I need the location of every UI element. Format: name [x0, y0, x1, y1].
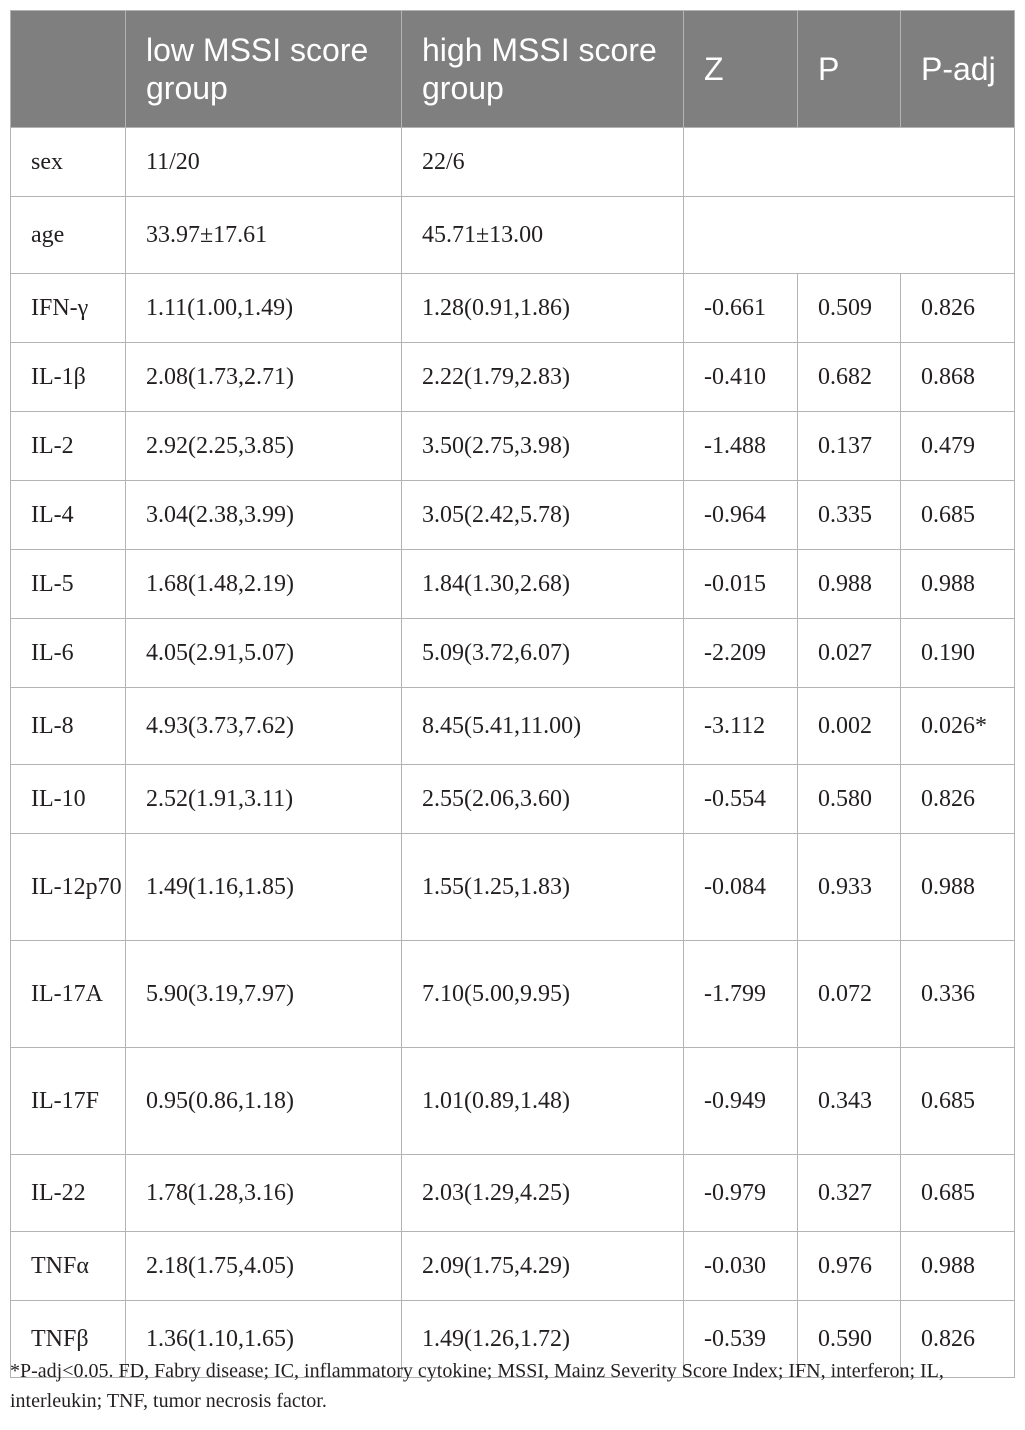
- table-row: [11, 343, 1015, 412]
- p-adj-value: 0.685: [901, 1048, 1015, 1155]
- low-group-value: 1.11(1.00,1.49): [126, 274, 402, 343]
- high-group-value: 1.55(1.25,1.83): [402, 834, 684, 941]
- low-group-value: 11/20: [126, 128, 402, 197]
- z-value: -0.964: [684, 481, 798, 550]
- p-adj-value: 0.685: [901, 481, 1015, 550]
- p-value: 0.137: [798, 412, 901, 481]
- z-value: -0.539: [684, 1301, 798, 1378]
- table-row: [11, 619, 1015, 688]
- high-group-value: 3.50(2.75,3.98): [402, 412, 684, 481]
- z-value: -3.112: [684, 688, 798, 765]
- p-adj-value: 0.826: [901, 765, 1015, 834]
- table-header-row: [11, 11, 1015, 128]
- z-value: -0.015: [684, 550, 798, 619]
- low-group-value: 1.78(1.28,3.16): [126, 1155, 402, 1232]
- z-value: -0.661: [684, 274, 798, 343]
- high-group-value: 22/6: [402, 128, 684, 197]
- z-value: -0.949: [684, 1048, 798, 1155]
- row-label: TNFα: [11, 1232, 126, 1301]
- p-value: 0.976: [798, 1232, 901, 1301]
- p-value: 0.933: [798, 834, 901, 941]
- row-label: sex: [11, 128, 126, 197]
- row-label: IL-4: [11, 481, 126, 550]
- row-label: IL-5: [11, 550, 126, 619]
- low-group-value: 4.93(3.73,7.62): [126, 688, 402, 765]
- p-value: 0.335: [798, 481, 901, 550]
- table-row: [11, 1232, 1015, 1301]
- low-group-value: 1.36(1.10,1.65): [126, 1301, 402, 1378]
- table-footnote: *P-adj<0.05. FD, Fabry disease; IC, inflammatory cytokine; MSSI, Mainz Severity Score Index; IFN, interferon; IL, interleukin; TNF, tumor necrosis factor.: [10, 1360, 944, 1412]
- table-row: [11, 481, 1015, 550]
- row-label: IL-6: [11, 619, 126, 688]
- cytokine-comparison-table: [10, 10, 1015, 1378]
- table-row: [11, 412, 1015, 481]
- low-group-value: 1.68(1.48,2.19): [126, 550, 402, 619]
- high-group-value: 2.22(1.79,2.83): [402, 343, 684, 412]
- row-label: IL-8: [11, 688, 126, 765]
- z-value: -1.799: [684, 941, 798, 1048]
- p-value: 0.988: [798, 550, 901, 619]
- row-label: TNFβ: [11, 1301, 126, 1378]
- high-group-value: 1.28(0.91,1.86): [402, 274, 684, 343]
- header-p: P: [798, 11, 901, 128]
- table-row: [11, 1155, 1015, 1232]
- row-label: IL-1β: [11, 343, 126, 412]
- low-group-value: 2.92(2.25,3.85): [126, 412, 402, 481]
- p-value: 0.682: [798, 343, 901, 412]
- table-row-age: [11, 197, 1015, 274]
- empty-stats-cell: [684, 128, 1015, 197]
- z-value: -0.410: [684, 343, 798, 412]
- p-adj-value: 0.826: [901, 1301, 1015, 1378]
- table-row: [11, 550, 1015, 619]
- low-group-value: 3.04(2.38,3.99): [126, 481, 402, 550]
- p-adj-value: 0.988: [901, 1232, 1015, 1301]
- high-group-value: 7.10(5.00,9.95): [402, 941, 684, 1048]
- z-value: -0.084: [684, 834, 798, 941]
- header-high-mssi: high MSSI score group: [402, 11, 684, 128]
- p-value: 0.327: [798, 1155, 901, 1232]
- low-group-value: 1.49(1.16,1.85): [126, 834, 402, 941]
- high-group-value: 2.09(1.75,4.29): [402, 1232, 684, 1301]
- row-label: IL-10: [11, 765, 126, 834]
- row-label: IL-17F: [11, 1048, 126, 1155]
- high-group-value: 3.05(2.42,5.78): [402, 481, 684, 550]
- high-group-value: 1.84(1.30,2.68): [402, 550, 684, 619]
- row-label: age: [11, 197, 126, 274]
- empty-stats-cell: [684, 197, 1015, 274]
- table-row: [11, 1048, 1015, 1155]
- header-p-adj: P-adj: [901, 11, 1015, 128]
- z-value: -0.030: [684, 1232, 798, 1301]
- low-group-value: 0.95(0.86,1.18): [126, 1048, 402, 1155]
- p-adj-value: 0.988: [901, 550, 1015, 619]
- p-adj-value: 0.988: [901, 834, 1015, 941]
- p-adj-value: 0.868: [901, 343, 1015, 412]
- high-group-value: 1.49(1.26,1.72): [402, 1301, 684, 1378]
- p-adj-value: 0.190: [901, 619, 1015, 688]
- z-value: -1.488: [684, 412, 798, 481]
- p-adj-value: 0.685: [901, 1155, 1015, 1232]
- p-value: 0.509: [798, 274, 901, 343]
- p-adj-value: 0.479: [901, 412, 1015, 481]
- table-row-sex: [11, 128, 1015, 197]
- table-row: [11, 274, 1015, 343]
- high-group-value: 45.71±13.00: [402, 197, 684, 274]
- row-label: IFN-γ: [11, 274, 126, 343]
- p-value: 0.002: [798, 688, 901, 765]
- p-value: 0.590: [798, 1301, 901, 1378]
- z-value: -0.554: [684, 765, 798, 834]
- table-row: [11, 834, 1015, 941]
- high-group-value: 2.03(1.29,4.25): [402, 1155, 684, 1232]
- high-group-value: 8.45(5.41,11.00): [402, 688, 684, 765]
- low-group-value: 33.97±17.61: [126, 197, 402, 274]
- high-group-value: 5.09(3.72,6.07): [402, 619, 684, 688]
- low-group-value: 2.08(1.73,2.71): [126, 343, 402, 412]
- low-group-value: 2.18(1.75,4.05): [126, 1232, 402, 1301]
- row-label: IL-12p70: [11, 834, 126, 941]
- table-row: [11, 765, 1015, 834]
- header-label-column: [11, 11, 126, 128]
- high-group-value: 2.55(2.06,3.60): [402, 765, 684, 834]
- p-adj-value: 0.026*: [901, 688, 1015, 765]
- row-label: IL-2: [11, 412, 126, 481]
- p-adj-value: 0.336: [901, 941, 1015, 1048]
- p-value: 0.343: [798, 1048, 901, 1155]
- table-row: [11, 688, 1015, 765]
- z-value: -2.209: [684, 619, 798, 688]
- z-value: -0.979: [684, 1155, 798, 1232]
- row-label: IL-22: [11, 1155, 126, 1232]
- table-row: [11, 941, 1015, 1048]
- p-adj-value: 0.826: [901, 274, 1015, 343]
- high-group-value: 1.01(0.89,1.48): [402, 1048, 684, 1155]
- low-group-value: 5.90(3.19,7.97): [126, 941, 402, 1048]
- low-group-value: 4.05(2.91,5.07): [126, 619, 402, 688]
- p-value: 0.072: [798, 941, 901, 1048]
- p-value: 0.580: [798, 765, 901, 834]
- row-label: IL-17A: [11, 941, 126, 1048]
- low-group-value: 2.52(1.91,3.11): [126, 765, 402, 834]
- header-low-mssi: low MSSI score group: [126, 11, 402, 128]
- p-value: 0.027: [798, 619, 901, 688]
- header-z: Z: [684, 11, 798, 128]
